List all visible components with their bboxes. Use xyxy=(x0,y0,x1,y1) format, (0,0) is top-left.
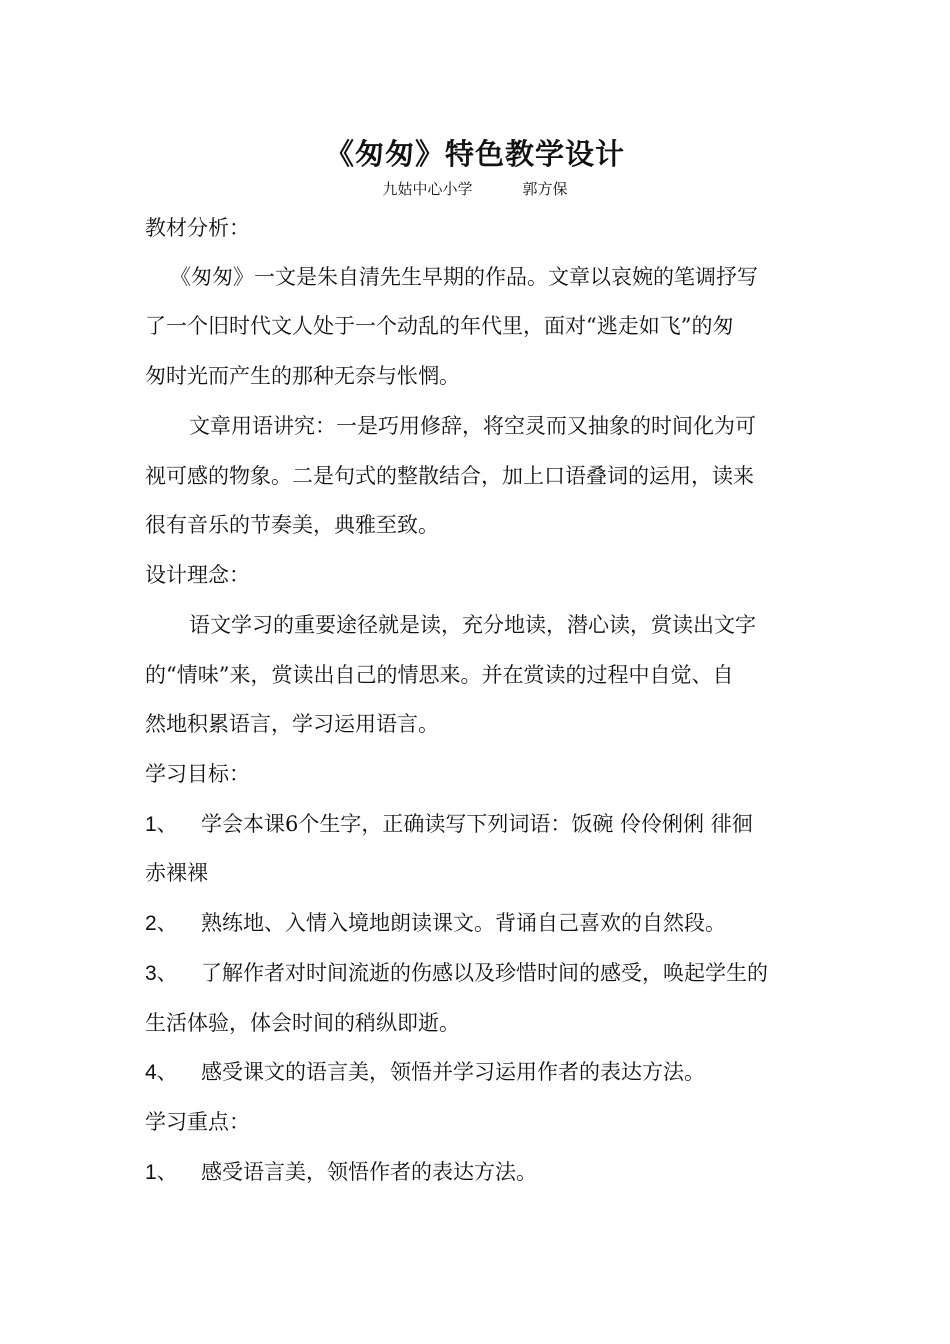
school-name: 九姑中心小学 xyxy=(382,180,473,198)
section-heading-learning-goals: 学习目标： xyxy=(145,762,250,786)
list-number: 1、 xyxy=(145,1161,178,1184)
list-item xyxy=(145,809,810,840)
list-item-text: 熟练地、入情入境地朗读课文。背诵自己喜欢的自然段。 xyxy=(201,911,726,935)
paragraph-line: 赤裸裸 xyxy=(145,861,208,885)
paragraph-line: 很有音乐的节奏美，典雅至致。 xyxy=(145,513,439,537)
section-heading-key-points: 学习重点： xyxy=(145,1110,250,1134)
author-line xyxy=(0,178,950,199)
list-item xyxy=(145,908,810,939)
list-item xyxy=(145,1057,810,1088)
paragraph-line: 生活体验，体会时间的稍纵即逝。 xyxy=(145,1011,460,1035)
list-number: 3、 xyxy=(145,962,178,985)
paragraph-line: 文章用语讲究：一是巧用修辞，将空灵而又抽象的时间化为可 xyxy=(189,414,756,438)
author-name: 郭方保 xyxy=(522,180,568,198)
section-heading-design-concept: 设计理念： xyxy=(145,563,250,587)
list-item-text: 了解作者对时间流逝的伤感以及珍惜时间的感受，唤起学生的 xyxy=(201,961,768,985)
paragraph-line: 语文学习的重要途径就是读，充分地读，潜心读，赏读出文字 xyxy=(189,613,756,637)
paragraph-line: 匆时光而产生的那种无奈与怅惘。 xyxy=(145,364,460,388)
list-item-text: 感受课文的语言美，领悟并学习运用作者的表达方法。 xyxy=(201,1060,705,1084)
paragraph-line: 然地积累语言，学习运用语言。 xyxy=(145,712,439,736)
section-heading-material-analysis: 教材分析： xyxy=(145,216,250,240)
list-item-text: 感受语言美，领悟作者的表达方法。 xyxy=(201,1160,537,1184)
list-item xyxy=(145,958,810,989)
paragraph-line: 视可感的物象。二是句式的整散结合，加上口语叠词的运用，读来 xyxy=(145,464,754,488)
paragraph-line: 的“情味”来，赏读出自己的情思来。并在赏读的过程中自觉、自 xyxy=(145,663,734,687)
list-number: 2、 xyxy=(145,912,178,935)
list-item-text: 学会本课6个生字，正确读写下列词语：饭碗 伶伶俐俐 徘徊 xyxy=(201,812,753,836)
list-item xyxy=(145,1157,810,1188)
document-title: 《匆匆》特色教学设计 xyxy=(324,137,625,171)
list-number: 4、 xyxy=(145,1061,178,1084)
list-number: 1、 xyxy=(145,813,178,836)
paragraph-line: 《匆匆》一文是朱自清先生早期的作品。文章以哀婉的笔调抒写 xyxy=(170,265,758,289)
paragraph-line: 了一个旧时代文人处于一个动乱的年代里，面对“逃走如飞”的匆 xyxy=(145,314,734,338)
